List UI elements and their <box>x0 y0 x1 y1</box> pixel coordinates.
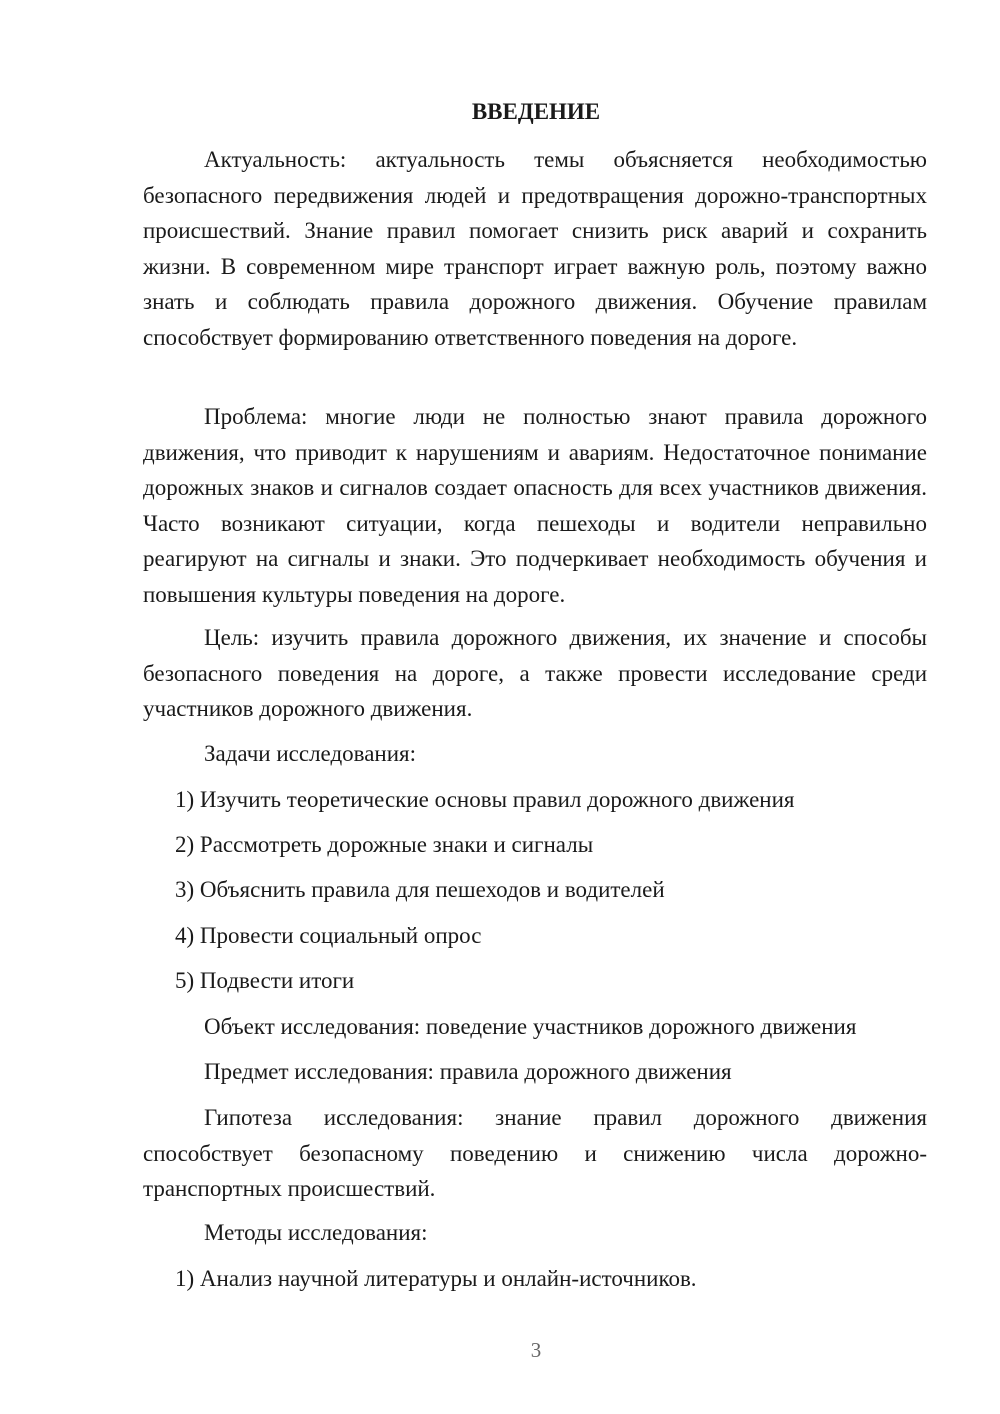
task-item-2: 2) Рассмотреть дорожные знаки и сигналы <box>175 832 594 857</box>
task-item-1: 1) Изучить теоретические основы правил дорожного движения <box>175 787 795 812</box>
page-title: ВВЕДЕНИЕ <box>471 99 601 124</box>
hypothesis-paragraph: Гипотеза исследования: знание правил дорожного движения способствует безопасному поведению и снижению числа дорожно-транспортных происшествий. <box>143 1105 927 1201</box>
relevance-paragraph: Актуальность: актуальность темы объясняется необходимостью безопасного передвижения людей и предотвращения дорожно-транспортных происшествий. Знание правил помогает снизить риск аварий и сохранить жизни. В современном мире транспорт играет важную роль, поэтому важно знать и соблюдать правила дорожного движения. Обучение правилам способствует формированию ответственного поведения на дороге. <box>143 147 927 350</box>
problem-paragraph: Проблема: многие люди не полностью знают правила дорожного движения, что приводит к нарушениям и авариям. Недостаточное понимание дорожных знаков и сигналов создает опасность для всех участников движения. Часто возникают ситуации, когда пешеходы и водители неправильно реагируют на сигналы и знаки. Это подчеркивает необходимость обучения и повышения культуры поведения на дороге. <box>143 404 927 607</box>
research-object: Объект исследования: поведение участников дорожного движения <box>204 1014 857 1039</box>
task-item-5: 5) Подвести итоги <box>175 968 355 993</box>
research-subject: Предмет исследования: правила дорожного движения <box>204 1059 732 1084</box>
task-item-4: 4) Провести социальный опрос <box>175 923 482 948</box>
method-item-1: 1) Анализ научной литературы и онлайн-источников. <box>175 1266 697 1291</box>
tasks-label: Задачи исследования: <box>204 741 417 766</box>
methods-label: Методы исследования: <box>204 1220 428 1245</box>
task-item-3: 3) Объяснить правила для пешеходов и водителей <box>175 877 665 902</box>
page-number: 3 <box>530 1338 542 1362</box>
goal-paragraph: Цель: изучить правила дорожного движения, их значение и способы безопасного поведения на дороге, а также провести исследование среди участников дорожного движения. <box>143 625 927 721</box>
